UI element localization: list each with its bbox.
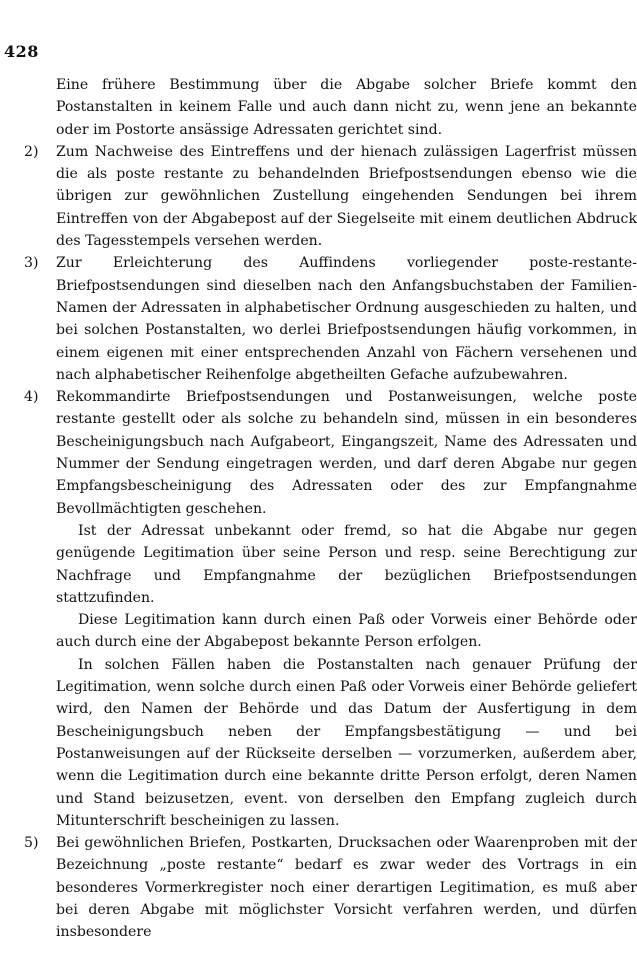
item-2-text: Zum Nachweise des Eintreffens und der hienach zulässigen Lagerfrist müssen die als poste restante zu behandelnden Briefpostsendungen ebenso wie die übrigen zur gewöhnlichen Zustellung eingehenden Sendungen bei ihrem Eintreffen von der Abgabepost auf der Siegelseite mit einem deutlichen Abdruck des Tagesstempels versehen werden. (56, 143, 637, 250)
item-number: 5) (24, 835, 39, 852)
item-4-paragraph-4: In solchen Fällen haben die Postanstalten nach genauer Prüfung der Legitimation, wenn solche durch einen Paß oder Vorweis einer Behörde geliefert wird, den Namen der Behörde und das Datum der Ausfertigung in dem Bescheinigungsbuch neben der Empfangsbestätigung — und bei Postanweisungen auf der Rückseite derselben — vorzumerken, außerdem aber, wenn die Legitimation durch eine bekannte dritte Person erfolgt, deren Namen und Stand beizusetzen, event. von derselben den Empfang zugleich durch Mitunterschrift bescheinigen zu lassen. (56, 656, 637, 829)
item-number: 3) (24, 255, 39, 272)
page-number: 428 (4, 42, 39, 61)
item-4-paragraph-3: Diese Legitimation kann durch einen Paß oder Vorweis einer Behörde oder auch durch eine der Abgabepost bekannte Person erfolgen. (56, 612, 637, 651)
item-4-paragraph-2: Ist der Adressat unbekannt oder fremd, so hat die Abgabe nur gegen genügende Legitimation über seine Person und resp. seine Berechtigung zur Nachfrage und Empfangnahme der bezüglichen Briefpostsendungen stattzufinden. (56, 522, 637, 606)
item-number: 4) (24, 389, 39, 406)
item-5-text: Bei gewöhnlichen Briefen, Postkarten, Drucksachen oder Waarenproben mit der Bezeichnung „poste restante“ bedarf es zwar weder des Vortrags in ein besonderes Vormerkregister noch einer derartigen Legitimation, es muß aber bei deren Abgabe mit möglichster Vorsicht verfahren werden, und dürfen insbesondere (56, 835, 637, 941)
paragraph-intro: Eine frühere Bestimmung über die Abgabe solcher Briefe kommt den Postanstalten in keinem Falle und auch dann nicht zu, wenn jene an bekannte oder im Postorte ansässige Adressaten gerichtet sind. (56, 77, 637, 138)
item-4-text: Rekommandirte Briefpostsendungen und Postanweisungen, welche poste restante gestellt oder als solche zu behandeln sind, müssen in ein besonderes Bescheinigungsbuch nach Aufgabeort, Eingangszeit, Name des Adressaten und Nummer der Sendung eingetragen werden, und darf deren Abgabe nur gegen Empfangsbescheinigung des Adressaten oder des zur Empfangnahme Bevollmächtigten geschehen. (56, 389, 637, 517)
list-item-5 (0, 832, 637, 943)
list-item-2 (0, 141, 637, 252)
body-text (0, 74, 637, 944)
item-number: 2) (24, 143, 39, 160)
item-3-text: Zur Erleichterung des Auffindens vorliegender poste-restante-Briefpostsendungen sind dieselben nach den Anfangsbuchstaben der Familien-Namen der Adressaten in alphabetischer Ordnung ausgeschieden zu halten, und bei solchen Postanstalten, wo derlei Briefpostsendungen häufig vorkommen, in einem eigenen mit einer entsprechenden Anzahl von Fächern versehenen und nach alphabetischer Reihenfolge abgetheilten Gefache aufzubewahren. (56, 255, 637, 383)
list-item-4 (0, 386, 637, 520)
list-item-3 (0, 252, 637, 386)
